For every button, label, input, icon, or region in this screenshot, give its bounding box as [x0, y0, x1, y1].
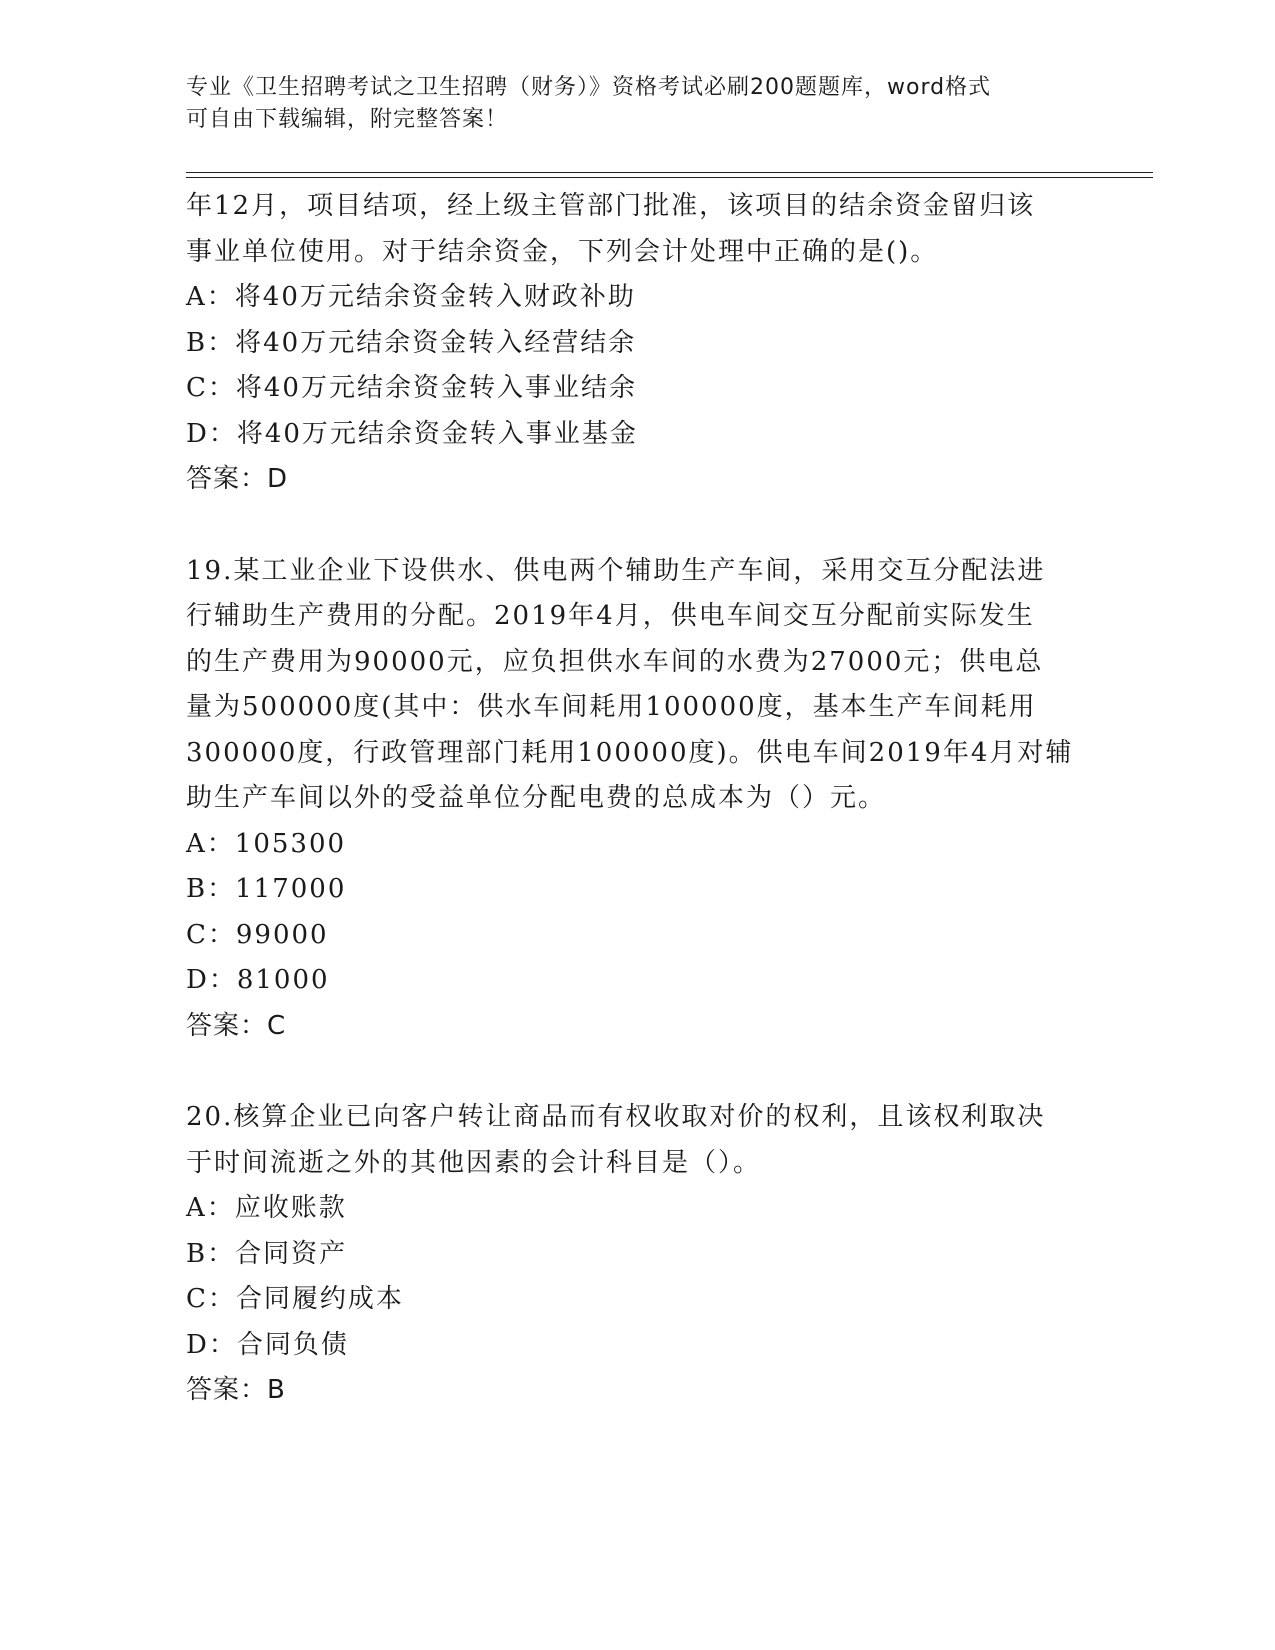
header-title-line-1: 专业《卫生招聘考试之卫生招聘（财务）》资格考试必刷200题题库，word格式 [186, 75, 992, 100]
spacer [186, 1049, 1086, 1095]
document-header [186, 72, 1066, 136]
question-18-option-b: B：将40万元结余资金转入经营结余 [186, 327, 637, 358]
question-20-option-b: B：合同资产 [186, 1238, 348, 1269]
question-19-answer: 答案：C [186, 1010, 287, 1041]
header-divider-top [186, 172, 1153, 173]
question-20-stem-line-2: 于时间流逝之外的其他因素的会计科目是（）。 [186, 1147, 762, 1178]
question-19-stem-line-4: 量为500000度(其中：供水车间耗用100000度，基本生产车间耗用 [186, 692, 1037, 722]
question-18 [186, 184, 1086, 503]
header-divider-bottom [186, 177, 1153, 178]
question-19-option-b: B：117000 [186, 874, 347, 904]
question-18-answer: 答案：D [186, 464, 289, 494]
header-title-line-2: 可自由下载编辑，附完整答案！ [186, 107, 509, 132]
question-20-option-a: A：应收账款 [186, 1193, 347, 1223]
question-19-option-d: D：81000 [186, 965, 330, 995]
question-19-stem-line-6: 助生产车间以外的受益单位分配电费的总成本为（）元。 [186, 783, 887, 813]
question-20-stem-line-1: 20.核算企业已向客户转让商品而有权收取对价的权利，且该权利取决 [186, 1102, 1046, 1132]
question-18-option-c: C：将40万元结余资金转入事业结余 [186, 373, 637, 403]
question-19-stem-line-5: 300000度，行政管理部门耗用100000度)。供电车间2019年4月对辅 [186, 737, 1074, 768]
question-19-stem-line-2: 行辅助生产费用的分配。2019年4月，供电车间交互分配前实际发生 [186, 601, 1035, 631]
question-18-option-a: A：将40万元结余资金转入财政补助 [186, 282, 636, 312]
question-18-option-d: D：将40万元结余资金转入事业基金 [186, 418, 638, 449]
spacer [186, 503, 1086, 549]
question-19-stem-line-3: 的生产费用为90000元，应负担供水车间的水费为27000元；供电总 [186, 646, 1044, 677]
question-18-stem-line-1: 年12月，项目结项，经上级主管部门批准，该项目的结余资金留归该 [186, 191, 1036, 221]
question-19 [186, 549, 1086, 1050]
question-19-option-a: A：105300 [186, 828, 347, 859]
question-20-option-d: D：合同负债 [186, 1329, 349, 1360]
question-18-stem-line-2: 事业单位使用。对于结余资金，下列会计处理中正确的是()。 [186, 236, 939, 267]
question-19-option-c: C：99000 [186, 919, 329, 950]
document-body [186, 184, 1086, 1414]
question-19-stem-line-1: 19.某工业企业下设供水、供电两个辅助生产车间，采用交互分配法进 [186, 555, 1046, 586]
question-20-option-c: C：合同履约成本 [186, 1284, 404, 1314]
question-20 [186, 1095, 1086, 1414]
question-20-answer: 答案：B [186, 1375, 286, 1405]
